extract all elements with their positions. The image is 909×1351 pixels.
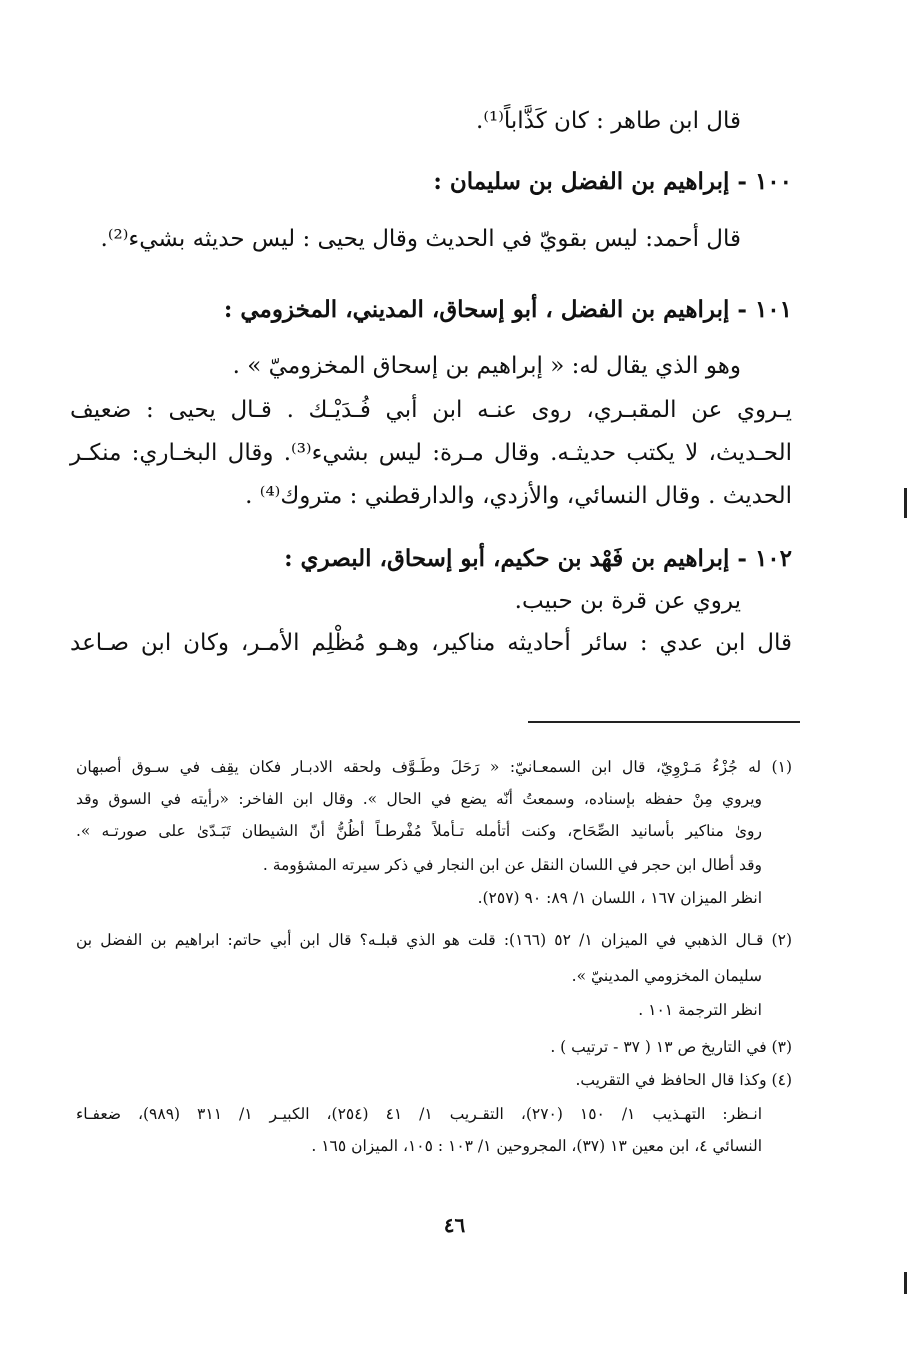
body-line: يروي عن قرة بن حبيب. bbox=[514, 588, 741, 614]
footnote-line: (٢) قـال الذهبي في الميزان ١/ ٥٢ (١٦٦): قلت هو الذي قبلـه؟ قال ابن أبي حاتم: ابراهيم بن الفضل بن bbox=[76, 931, 792, 949]
body-line: الحديث . وقال النسائي، والأزدي، والدارقطني : متروك⁽⁴⁾ . bbox=[245, 483, 792, 509]
body-line: قال أحمد: ليس بقويّ في الحديث وقال يحيى : ليس حديثه بشيء⁽²⁾. bbox=[100, 226, 741, 252]
footnote-line: انظر الترجمة ١٠١ . bbox=[638, 1001, 762, 1019]
scan-edge-mark bbox=[904, 488, 907, 518]
entry-heading-101: ١٠١ - إبراهيم بن الفضل ، أبو إسحاق، المديني، المخزومي : bbox=[223, 296, 792, 323]
body-line: وهو الذي يقال له: « إبراهيم بن إسحاق المخزوميّ » . bbox=[232, 353, 741, 379]
entry-heading-100: ١٠٠ - إبراهيم بن الفضل بن سليمان : bbox=[433, 168, 792, 195]
scan-edge-mark bbox=[904, 1272, 907, 1294]
entry-heading-102: ١٠٢ - إبراهيم بن فَهْد بن حكيم، أبو إسحاق، البصري : bbox=[284, 545, 792, 572]
body-line: قال ابن طاهر : كان كَذَّاباً⁽¹⁾. bbox=[476, 108, 741, 134]
page-number: ٤٦ bbox=[443, 1213, 466, 1237]
footnote-line: ويروي مِنْ حفظه بإسناده، وسمعتُ أنّه يضع في الحال ». وقال ابن الفاخر: «رأيته في السوق وقد bbox=[76, 790, 762, 808]
footnote-line: انظر الميزان ١٦٧ ، اللسان ١/ ٨٩: ٩٠ (٢٥٧). bbox=[477, 889, 762, 907]
footnote-line: النسائي ٤، ابن معين ١٣ (٣٧)، المجروحين ١/ ١٠٣ : ١٠٥، الميزان ١٦٥ . bbox=[311, 1137, 762, 1155]
body-line: الحـديث، لا يكتب حديثـه. وقال مـرة: ليس بشيء⁽³⁾. وقال البخـاري: منكـر bbox=[70, 440, 793, 466]
footnote-line: وقد أطال ابن حجر في اللسان النقل عن ابن النجار في ذكر سيرته المشؤومة . bbox=[262, 856, 762, 874]
footnote-line: (١) له جُزْءُ مَـرْوِيّ، قال ابن السمعـانيّ: « رَحَلَ وطَـوَّف ولحقه الادبـار فكان يقِف في سـوق أصبهان bbox=[76, 758, 792, 776]
footnote-line: (٤) وكذا قال الحافظ في التقريب. bbox=[575, 1071, 792, 1089]
footnote-separator bbox=[528, 721, 800, 723]
footnote-line: انـظر: التهـذيب ١/ ١٥٠ (٢٧٠)، التقـريب ١/ ٤١ (٢٥٤)، الكبيـر ١/ ٣١١ (٩٨٩)، ضعفـاء bbox=[76, 1105, 763, 1123]
footnote-line: (٣) في التاريخ ص ١٣ ( ٣٧ - ترتيب ) . bbox=[550, 1038, 792, 1056]
body-line: يـروي عن المقبـري، روى عنـه ابن أبي فُـدَيْـك . قـال يحيى : ضعيف bbox=[70, 397, 792, 423]
footnote-line: سليمان المخزومي المدينيّ ». bbox=[571, 967, 762, 985]
footnote-line: روىٰ مناكير بأسانيد الصِّحَاح، وكنت أتأمله تـأملاً مُفْرطـاً أظُنُّ أنّ الشيطان تَبَـدّىٰ على صورتـه ». bbox=[76, 822, 762, 840]
body-line: قال ابن عدي : سائر أحاديثه مناكير، وهـو مُظْلِم الأمـر، وكان ابن صـاعد bbox=[70, 630, 792, 656]
